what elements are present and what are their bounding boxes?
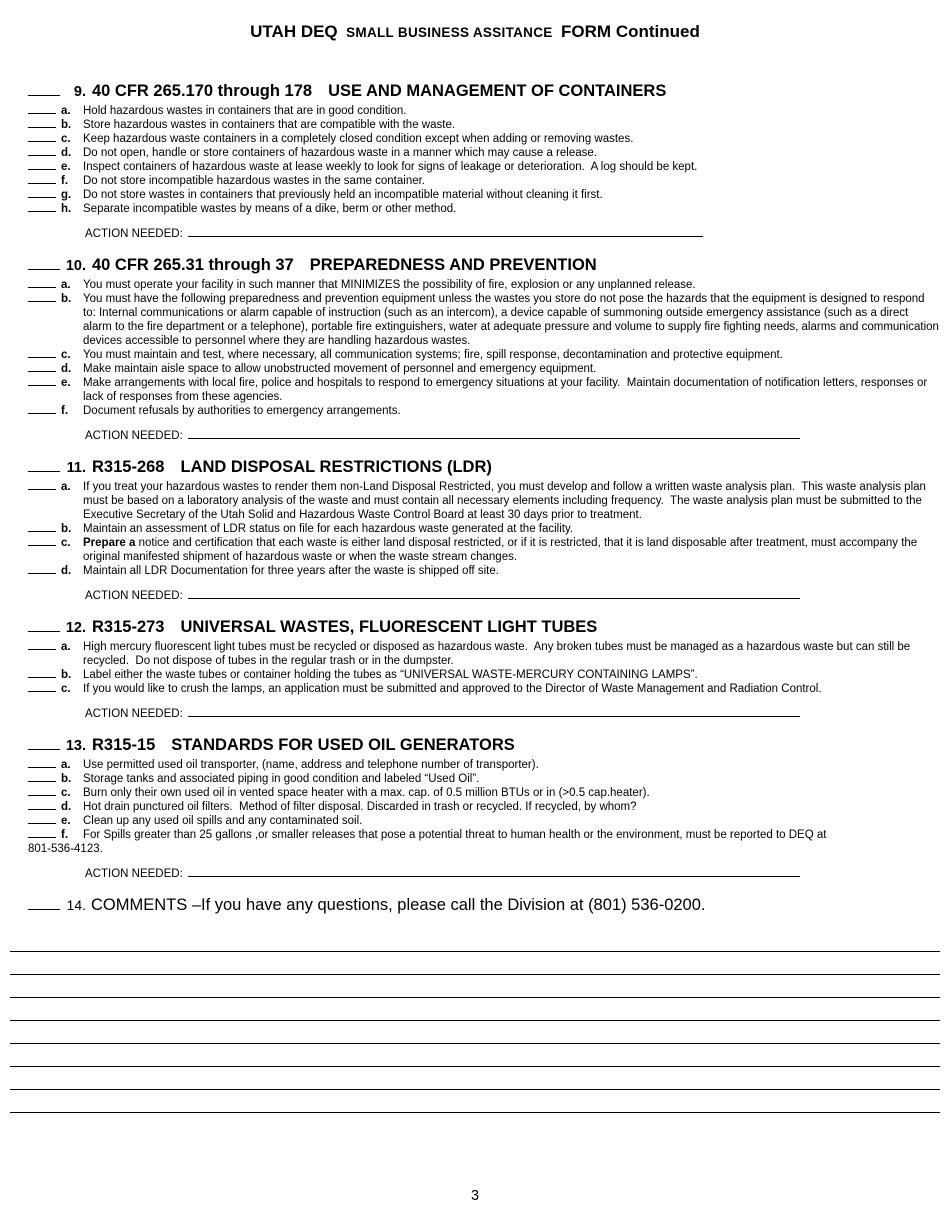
comment-line[interactable] [10, 1090, 940, 1113]
checklist-item [28, 758, 940, 772]
action-needed-row [85, 707, 940, 720]
action-needed-line[interactable] [188, 867, 800, 877]
section-number: 13. [65, 738, 86, 754]
item-text-rest: notice and certification that each waste is either land disposal restricted, or if it is restricted, that it is land disposable after treatment, must accompany the original manifested shipment of hazardous waste or when the waste stream changes. [83, 537, 921, 563]
item-letter: g. [61, 189, 72, 201]
item-text: Hot drain punctured oil filters. Method of filter disposal. Discarded in trash or recycled. If recycled, by whom? [83, 801, 637, 813]
item-letter: a. [61, 759, 71, 771]
item-text: Keep hazardous waste containers in a completely closed condition except when adding or removing wastes. [83, 133, 634, 145]
item-text: Separate incompatible wastes by means of a dike, berm or other method. [83, 203, 457, 215]
item-letter: e. [61, 815, 71, 827]
section-9-containers [28, 82, 940, 240]
item-letter: a. [61, 279, 71, 291]
item-letter: c. [61, 683, 71, 695]
checklist-item [28, 522, 940, 536]
checklist-item [28, 828, 940, 842]
item-letter: f. [61, 175, 69, 187]
item-continuation-phone: 801-536-4123. [28, 843, 103, 855]
item-answer-blank[interactable] [28, 786, 56, 796]
section-code: 40 CFR 265.31 through 37 [92, 256, 294, 274]
item-letter: a. [61, 105, 71, 117]
item-letter: c. [61, 349, 71, 361]
item-answer-blank[interactable] [28, 814, 56, 824]
action-needed-line[interactable] [188, 707, 800, 717]
checklist-item [28, 480, 940, 522]
item-answer-blank[interactable] [28, 146, 56, 156]
item-text: Make maintain aisle space to allow unobstructed movement of personnel and emergency equipment. [83, 363, 597, 375]
checklist-item [28, 404, 940, 418]
item-text: Document refusals by authorities to emergency arrangements. [83, 405, 401, 417]
item-answer-blank[interactable] [28, 800, 56, 810]
action-needed-label: ACTION NEEDED: [85, 868, 183, 880]
item-answer-blank[interactable] [28, 174, 56, 184]
checklist-item [28, 292, 943, 348]
item-text: Clean up any used oil spills and any contaminated soil. [83, 815, 363, 827]
checklist-item [28, 160, 940, 174]
section-number: 14. [66, 897, 86, 913]
section-header [28, 256, 940, 275]
checklist-item [28, 800, 940, 814]
item-letter: f. [61, 829, 69, 841]
comment-line[interactable] [10, 1021, 940, 1044]
item-answer-blank[interactable] [28, 668, 56, 678]
section-answer-blank[interactable] [28, 619, 60, 632]
item-text: You must maintain and test, where necessary, all communication systems; fire, spill response, decontamination and protective equipment. [83, 349, 783, 361]
section-12-universal-wastes [28, 618, 940, 720]
section-answer-blank[interactable] [28, 459, 60, 472]
item-answer-blank[interactable] [28, 522, 56, 532]
item-letter: d. [61, 363, 72, 375]
section-header [28, 618, 940, 637]
action-needed-label: ACTION NEEDED: [85, 228, 183, 240]
checklist-item [28, 146, 940, 160]
item-text: Storage tanks and associated piping in good condition and labeled “Used Oil”. [83, 773, 480, 785]
checklist-item [28, 564, 940, 578]
item-answer-blank[interactable] [28, 536, 56, 546]
comment-line[interactable] [10, 998, 940, 1021]
checklist-item [28, 278, 940, 292]
comments-heading: COMMENTS –If you have any questions, please call the Division at (801) 536-0200. [91, 896, 706, 914]
item-letter: c. [61, 133, 71, 145]
section-number: 11. [66, 460, 86, 476]
checklist-item [28, 786, 940, 800]
item-answer-blank[interactable] [28, 292, 56, 302]
item-text [83, 536, 940, 564]
item-answer-blank[interactable] [28, 118, 56, 128]
item-text: For Spills greater than 25 gallons ,or smaller releases that pose a potential threat to human health or the environment, must be reported to DEQ at [83, 829, 827, 841]
section-number: 12. [65, 620, 86, 636]
item-text: You must operate your facility in such manner that MINIMIZES the possibility of fire, explosion or any unplanned release. [83, 279, 696, 291]
item-text: Hold hazardous wastes in containers that are in good condition. [83, 105, 407, 117]
section-code: 40 CFR 265.170 through 178 [92, 82, 313, 100]
form-title-part2: SMALL BUSINESS ASSITANCE [346, 25, 553, 40]
item-letter: b. [61, 669, 72, 681]
section-code: R315-273 [92, 618, 165, 636]
checklist-item [28, 174, 940, 188]
item-text: Do not store incompatible hazardous wastes in the same container. [83, 175, 425, 187]
item-answer-blank[interactable] [28, 404, 56, 414]
item-answer-blank[interactable] [28, 640, 56, 650]
item-answer-blank[interactable] [28, 828, 56, 838]
section-title: UNIVERSAL WASTES, FLUORESCENT LIGHT TUBES [180, 618, 598, 636]
checklist-item [28, 536, 940, 564]
item-text: Make arrangements with local fire, police and hospitals to respond to emergency situations at your facility. Maintain documentation of notification letters, responses or lack of responses from these agencies. [83, 377, 931, 403]
checklist-item [28, 202, 940, 216]
item-letter: c. [61, 787, 71, 799]
section-number: 9. [73, 84, 86, 100]
item-answer-blank[interactable] [28, 348, 56, 358]
item-answer-blank[interactable] [28, 132, 56, 142]
item-text: Use permitted used oil transporter, (name, address and telephone number of transporter). [83, 759, 539, 771]
action-needed-row [85, 227, 940, 240]
checklist-item [28, 682, 940, 696]
section-code: R315-15 [92, 736, 156, 754]
section-number: 10. [65, 258, 86, 274]
checklist-item [28, 772, 940, 786]
action-needed-line[interactable] [188, 589, 800, 599]
action-needed-line[interactable] [188, 227, 703, 237]
checklist-item [28, 668, 940, 682]
form-title-part3: FORM Continued [561, 22, 700, 41]
section-answer-blank[interactable] [28, 257, 60, 270]
item-letter: b. [61, 773, 72, 785]
section-title: PREPAREDNESS AND PREVENTION [309, 256, 597, 274]
item-letter: e. [61, 161, 71, 173]
item-answer-blank[interactable] [28, 160, 56, 170]
comment-line[interactable] [10, 1067, 940, 1090]
page-number: 3 [470, 1188, 480, 1204]
form-title-part1: UTAH DEQ [250, 22, 338, 41]
comment-line[interactable] [10, 1044, 940, 1067]
checklist-item [28, 640, 940, 668]
action-needed-line[interactable] [188, 429, 800, 439]
item-text: You must have the following preparedness and prevention equipment unless the wastes you store do not pose the hazards that the equipment is designed to respond to: Internal communications or alarm capable of instruction (such as an intercom), a device capable of summoning outside emergency assistance (such as a direct alarm to the fire department or a telephone), portable fire extinguishers, water at adequate pressure and volume to supply fire fighting needs, alarms and communication devices accessible to personnel where they are handling hazardous wastes. [83, 293, 943, 347]
form-title [10, 22, 940, 42]
item-letter: c. [61, 537, 71, 549]
checklist-item [28, 814, 940, 828]
item-letter: d. [61, 565, 72, 577]
action-needed-row [85, 589, 940, 602]
section-answer-blank[interactable] [28, 898, 60, 910]
item-letter: b. [61, 523, 72, 535]
section-14-comments [28, 896, 940, 915]
section-11-ldr [28, 458, 940, 602]
checklist-item [28, 104, 940, 118]
item-letter: b. [61, 119, 72, 131]
item-text-bold: Prepare a [83, 537, 136, 549]
section-title: LAND DISPOSAL RESTRICTIONS (LDR) [180, 458, 492, 476]
item-letter: f. [61, 405, 69, 417]
section-header [28, 82, 940, 101]
action-needed-row [85, 429, 940, 442]
action-needed-label: ACTION NEEDED: [85, 430, 183, 442]
item-answer-blank[interactable] [28, 758, 56, 768]
checklist-item [28, 132, 940, 146]
item-text: Do not store wastes in containers that previously held an incompatible material without cleaning it first. [83, 189, 603, 201]
item-text: If you would like to crush the lamps, an application must be submitted and approved to the Director of Waste Management and Radiation Control. [83, 683, 822, 695]
checklist-item [28, 362, 940, 376]
item-letter: h. [61, 203, 72, 215]
action-needed-label: ACTION NEEDED: [85, 708, 183, 720]
item-answer-blank[interactable] [28, 480, 56, 490]
action-needed-row [85, 867, 940, 880]
item-answer-blank[interactable] [28, 278, 56, 288]
checklist-item [28, 118, 940, 132]
item-answer-blank[interactable] [28, 104, 56, 114]
item-answer-blank[interactable] [28, 564, 56, 574]
section-13-used-oil [28, 736, 940, 880]
item-text: Inspect containers of hazardous waste at lease weekly to look for signs of leakage or deterioration. A log should be kept. [83, 161, 698, 173]
section-code: R315-268 [92, 458, 165, 476]
item-answer-blank[interactable] [28, 362, 56, 372]
item-text: Store hazardous wastes in containers that are compatible with the waste. [83, 119, 456, 131]
item-answer-blank[interactable] [28, 682, 56, 692]
item-letter: e. [61, 377, 71, 389]
checklist-item [28, 188, 940, 202]
section-answer-blank[interactable] [28, 83, 60, 96]
item-answer-blank[interactable] [28, 772, 56, 782]
item-letter: d. [61, 147, 72, 159]
item-letter: a. [61, 481, 71, 493]
item-text: Maintain an assessment of LDR status on file for each hazardous waste generated at the facility. [83, 523, 574, 535]
item-answer-blank[interactable] [28, 202, 56, 212]
item-letter: d. [61, 801, 72, 813]
item-text: Maintain all LDR Documentation for three years after the waste is shipped off site. [83, 565, 499, 577]
item-answer-blank[interactable] [28, 376, 56, 386]
comment-line[interactable] [10, 952, 940, 975]
item-text: Label either the waste tubes or container holding the tubes as “UNIVERSAL WASTE-MERCURY CONTAINING LAMPS”. [83, 669, 698, 681]
section-title: USE AND MANAGEMENT OF CONTAINERS [328, 82, 667, 100]
section-header [28, 458, 940, 477]
item-letter: a. [61, 641, 71, 653]
comment-lines [10, 929, 940, 1113]
comment-line[interactable] [10, 975, 940, 998]
item-letter: b. [61, 293, 72, 305]
section-header [28, 736, 940, 755]
section-title: STANDARDS FOR USED OIL GENERATORS [171, 736, 515, 754]
comment-line[interactable] [10, 929, 940, 952]
item-text: Burn only their own used oil in vented space heater with a max. cap. of 0.5 million BTUs or in (>0.5 cap.heater). [83, 787, 650, 799]
action-needed-label: ACTION NEEDED: [85, 590, 183, 602]
section-10-preparedness [28, 256, 943, 442]
checklist-item [28, 376, 940, 404]
checklist-item [28, 348, 940, 362]
item-text: Do not open, handle or store containers of hazardous waste in a manner which may cause a release. [83, 147, 597, 159]
item-text: High mercury fluorescent light tubes must be recycled or disposed as hazardous waste. Any broken tubes must be managed as a hazardous waste but can still be recycled. Do not dispose of tubes in the regular trash or in the dumpster. [83, 641, 914, 667]
item-answer-blank[interactable] [28, 188, 56, 198]
item-text: If you treat your hazardous wastes to render them non-Land Disposal Restricted, you must develop and follow a written waste analysis plan. This waste analysis plan must be based on a laboratory analysis of the waste and must contain all necessary elements including frequency. The waste analysis plan must be submitted to the Executive Secretary of the Utah Solid and Hazardous Waste Control Board at least 30 days prior to treatment. [83, 481, 930, 521]
section-answer-blank[interactable] [28, 737, 60, 750]
